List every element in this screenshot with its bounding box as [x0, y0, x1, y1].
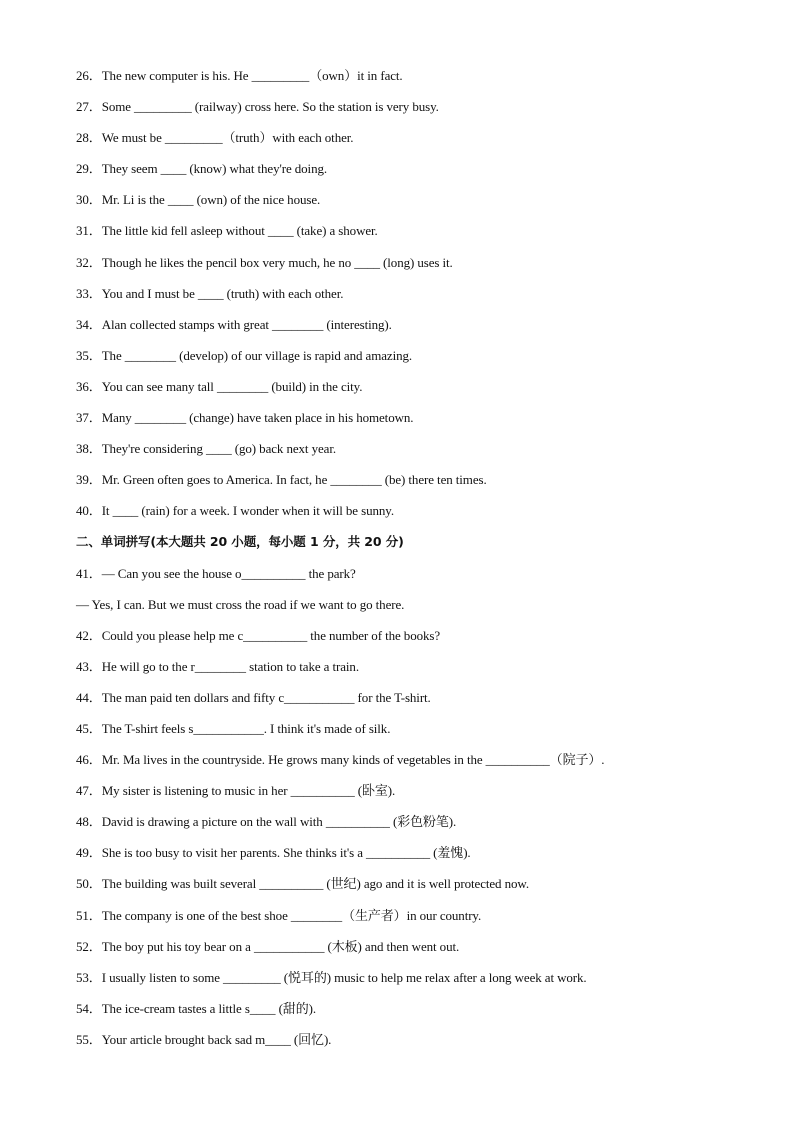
question-37: 37．Many ________ (change) have taken place in his hometown. [76, 410, 414, 426]
question-55: 55．Your article brought back sad m____ (回忆). [76, 1031, 332, 1047]
question-50: 50．The building was built several __________ (世纪) ago and it is well protected now. [76, 876, 529, 892]
question-30: 30．Mr. Li is the ____ (own) of the nice house. [76, 192, 321, 208]
question-47: 47．My sister is listening to music in her __________ (卧室). [76, 783, 396, 799]
question-32: 32．Though he likes the pencil box very much, he no ____ (long) uses it. [76, 254, 453, 270]
question-44: 44．The man paid ten dollars and fifty c___________ for the T-shirt. [76, 689, 431, 705]
question-38: 38．They're considering ____ (go) back next year. [76, 441, 336, 457]
question-42: 42．Could you please help me c__________ the number of the books? [76, 627, 441, 643]
question-46: 46．Mr. Ma lives in the countryside. He grows many kinds of vegetables in the __________（院子）. [76, 752, 605, 768]
question-27: 27．Some _________ (railway) cross here. So the station is very busy. [76, 99, 439, 115]
question-35: 35．The ________ (develop) of our village is rapid and amazing. [76, 347, 413, 363]
question-41: 41．— Can you see the house o__________ the park? [76, 565, 356, 581]
question-54: 54．The ice-cream tastes a little s____ (甜的). [76, 1000, 316, 1016]
question-list-part2 [76, 564, 756, 1062]
question-41-response: — Yes, I can. But we must cross the road if we want to go there. [76, 596, 405, 612]
section-2-title: 二、单词拼写(本大题共 20 小题，每小题 1 分，共 20 分) [76, 534, 404, 550]
question-36: 36．You can see many tall ________ (build) in the city. [76, 378, 363, 394]
question-43: 43．He will go to the r________ station to take a train. [76, 658, 359, 674]
question-29: 29．They seem ____ (know) what they're doing. [76, 161, 328, 177]
question-28: 28．We must be _________（truth）with each other. [76, 130, 354, 146]
question-51: 51．The company is one of the best shoe ________（生产者）in our country. [76, 907, 482, 923]
question-52: 52．The boy put his toy bear on a ___________ (木板) and then went out. [76, 938, 460, 954]
question-26: 26．The new computer is his. He _________（own）it in fact. [76, 68, 403, 83]
worksheet-page [76, 66, 756, 1061]
question-49: 49．She is too busy to visit her parents. She thinks it's a __________ (羞愧). [76, 845, 471, 861]
question-53: 53．I usually listen to some _________ (悦耳的) music to help me relax after a long week at work. [76, 969, 587, 985]
question-45: 45．The T-shirt feels s___________. I think it's made of silk. [76, 720, 391, 736]
question-34: 34．Alan collected stamps with great ________ (interesting). [76, 316, 392, 332]
question-48: 48．David is drawing a picture on the wall with __________ (彩色粉笔). [76, 814, 457, 830]
question-31: 31．The little kid fell asleep without ____ (take) a shower. [76, 223, 378, 239]
question-39: 39．Mr. Green often goes to America. In fact, he ________ (be) there ten times. [76, 472, 487, 488]
question-list-part1 [76, 66, 756, 532]
question-40: 40．It ____ (rain) for a week. I wonder when it will be sunny. [76, 503, 394, 519]
question-33: 33．You and I must be ____ (truth) with each other. [76, 285, 344, 301]
